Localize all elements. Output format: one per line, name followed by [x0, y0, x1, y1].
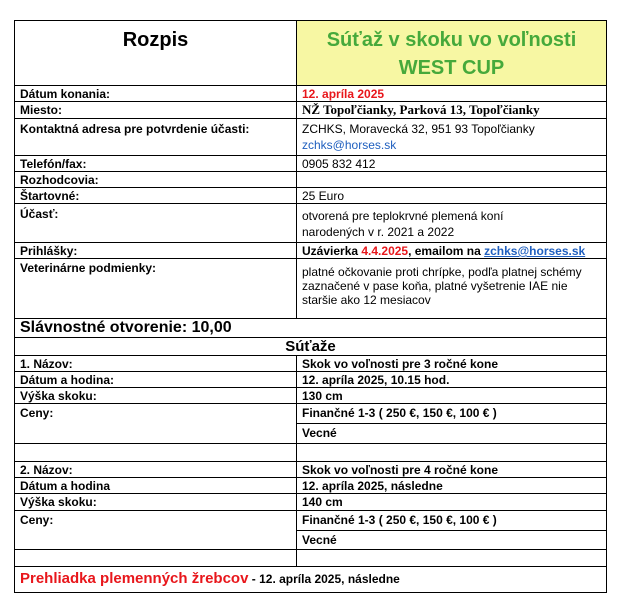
opening-ceremony: Slávnostné otvorenie: 10,00: [20, 319, 232, 336]
vet-line-last: staršie ako 12 mesiacov: [302, 293, 431, 307]
contact-email-link[interactable]: zchks@horses.sk: [302, 138, 397, 152]
vet-line: zaznačené v pase koňa, platné vyšetrenie IAE nie: [302, 279, 568, 293]
phone-value: 0905 832 412: [302, 157, 376, 171]
date-value: 12. apríla 2025: [302, 87, 385, 101]
comp1-name: Skok vo voľnosti pre 3 ročné kone: [302, 357, 499, 371]
comp2-date: 12. apríla 2025, následne: [302, 479, 443, 493]
date-label: Dátum konania:: [20, 87, 111, 101]
registration-email-link[interactable]: zchks@horses.sk: [484, 244, 586, 258]
stallion-show: [20, 570, 400, 588]
document-page: [14, 20, 607, 593]
comp1-name-label: 1. Názov:: [20, 357, 73, 371]
comp2-date-label: Dátum a hodina: [20, 479, 111, 493]
vet-label: Veterinárne podmienky:: [20, 261, 157, 275]
event-title-line2: WEST CUP: [398, 57, 505, 79]
comp2-name: Skok vo voľnosti pre 4 ročné kone: [302, 463, 499, 477]
vet-value: [302, 265, 601, 307]
venue-label: Miesto:: [20, 103, 62, 117]
venue-value: NŽ Topoľčianky, Parková 13, Topoľčianky: [302, 102, 540, 117]
registration-prefix: Uzávierka: [302, 244, 362, 258]
registration-label: Prihlášky:: [20, 244, 78, 258]
stallion-show-dash: -: [248, 572, 260, 586]
phone-label: Telefón/fax:: [20, 157, 87, 171]
vet-line: platné očkovanie proti chrípke, podľa platnej schémy: [302, 265, 582, 279]
comp1-date-label: Dátum a hodina:: [20, 373, 115, 387]
comp1-date: 12. apríla 2025, 10.15 hod.: [302, 373, 450, 387]
contact-label: Kontaktná adresa pre potvrdenie účasti:: [20, 122, 250, 136]
fee-label: Štartovné:: [20, 189, 80, 203]
comp2-height: 140 cm: [302, 495, 343, 509]
comp2-name-label: 2. Názov:: [20, 463, 73, 477]
participation-value-line1: otvorená pre teplokrvné plemená koní: [302, 209, 504, 223]
document-title: Rozpis: [122, 29, 189, 51]
competitions-heading: Súťaže: [285, 338, 336, 355]
column-divider: [296, 21, 297, 318]
registration-deadline: 4.4.2025: [361, 244, 409, 258]
fee-value: 25 Euro: [302, 189, 345, 203]
stallion-show-date: 12. apríla 2025, následne: [259, 572, 400, 586]
event-title-box: [297, 21, 606, 85]
participation-value-line2: narodených v r. 2021 a 2022: [302, 225, 455, 239]
comp2-prize-material: Vecné: [302, 533, 337, 547]
comp1-height: 130 cm: [302, 389, 343, 403]
comp2-prize-financial: Finančné 1-3 ( 250 €, 150 €, 100 € ): [302, 513, 497, 527]
stallion-show-title: Prehliadka plemenných žrebcov: [20, 570, 249, 587]
comp1-prize-label: Ceny:: [20, 406, 54, 420]
comp1-prize-financial: Finančné 1-3 ( 250 €, 150 €, 100 € ): [302, 406, 497, 420]
registration-value: [302, 244, 585, 258]
contact-address: ZCHKS, Moravecká 32, 951 93 Topoľčianky: [302, 122, 535, 136]
judges-label: Rozhodcovia:: [20, 173, 99, 187]
registration-mid: , emailom na: [408, 244, 485, 258]
participation-label: Účasť:: [20, 207, 59, 221]
comp1-prize-material: Vecné: [302, 426, 337, 440]
comp1-height-label: Výška skoku:: [20, 389, 97, 403]
comp2-prize-label: Ceny:: [20, 513, 54, 527]
comp2-height-label: Výška skoku:: [20, 495, 97, 509]
event-title-line1: Súťaž v skoku vo voľnosti: [326, 29, 577, 51]
